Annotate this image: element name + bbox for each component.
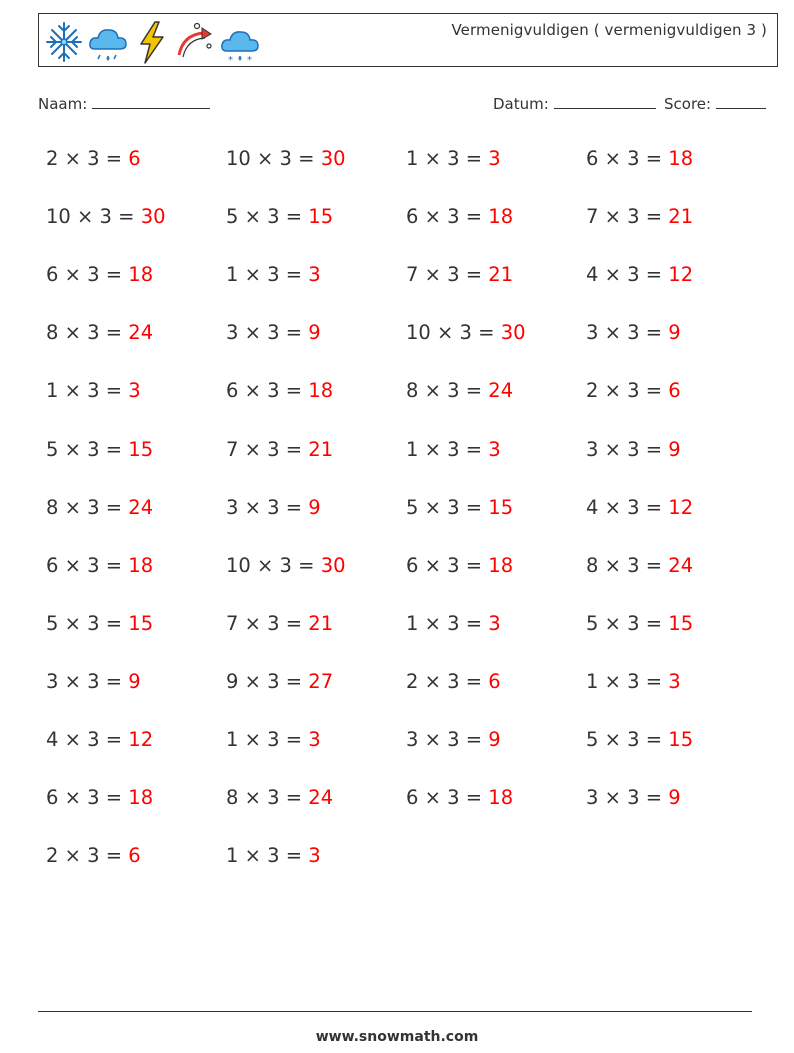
problem-question: 1 × 3 = [406, 147, 489, 170]
problem-item [586, 612, 693, 635]
problem-item [226, 844, 321, 867]
problem-answer: 3 [308, 728, 321, 751]
problem-answer: 15 [128, 611, 154, 635]
problem-item [586, 554, 693, 577]
problem-answer: 9 [668, 437, 681, 461]
problem-answer: 18 [128, 263, 154, 287]
problem-item [586, 321, 681, 344]
problem-question: 1 × 3 = [586, 669, 669, 693]
problem-question: 3 × 3 = [586, 321, 669, 345]
problem-answer: 6 [488, 669, 501, 693]
problem-item [226, 205, 333, 228]
score-blank [716, 94, 766, 109]
footer-divider [38, 1011, 752, 1012]
problem-answer: 18 [128, 786, 154, 810]
problem-answer: 24 [128, 321, 154, 345]
problem-answer: 21 [488, 263, 514, 287]
problem-answer: 6 [668, 379, 681, 403]
worksheet-title: Vermenigvuldigen ( vermenigvuldigen 3 ) [451, 21, 767, 39]
problem-answer: 9 [308, 321, 321, 345]
problem-item [46, 438, 153, 461]
problem-question: 3 × 3 = [226, 321, 309, 345]
problem-item [226, 612, 333, 635]
problem-item [406, 379, 513, 402]
problem-item [46, 205, 166, 228]
problem-item [406, 438, 501, 461]
problem-item [586, 379, 681, 402]
problem-question: 6 × 3 = [226, 379, 309, 403]
problem-item [406, 321, 526, 344]
problem-answer: 3 [308, 844, 321, 868]
lightning-icon [131, 19, 173, 65]
problem-answer: 3 [488, 147, 501, 170]
problem-item [226, 438, 333, 461]
problem-question: 3 × 3 = [586, 437, 669, 461]
name-blank [92, 94, 210, 109]
problem-item [586, 786, 681, 809]
problem-answer: 15 [128, 437, 154, 461]
problem-item [46, 670, 141, 693]
problem-item [226, 496, 321, 519]
problem-question: 3 × 3 = [586, 786, 669, 810]
problem-question: 1 × 3 = [226, 844, 309, 868]
problem-item [46, 147, 141, 170]
problem-item [586, 496, 693, 519]
problem-item [586, 263, 693, 286]
problem-item [46, 263, 153, 286]
problem-question: 4 × 3 = [586, 495, 669, 519]
svg-text:*: * [247, 55, 252, 65]
problem-question: 2 × 3 = [406, 669, 489, 693]
problem-answer: 30 [320, 147, 346, 170]
problem-answer: 24 [488, 379, 514, 403]
problem-answer: 15 [488, 495, 514, 519]
problem-answer: 3 [128, 379, 141, 403]
problem-answer: 15 [668, 728, 694, 751]
weather-icons [43, 19, 263, 65]
problem-item [46, 379, 141, 402]
date-field [493, 94, 656, 113]
problem-question: 9 × 3 = [226, 669, 309, 693]
problem-item [586, 147, 693, 170]
problem-question: 1 × 3 = [226, 263, 309, 287]
problem-question: 3 × 3 = [226, 495, 309, 519]
problem-item [46, 321, 153, 344]
date-blank [554, 94, 656, 109]
problem-item [406, 496, 513, 519]
worksheet-header [38, 13, 778, 67]
problem-answer: 18 [668, 147, 694, 170]
problem-question: 6 × 3 = [406, 786, 489, 810]
problem-question: 6 × 3 = [586, 147, 669, 170]
score-field [664, 94, 766, 113]
problem-question: 1 × 3 = [406, 437, 489, 461]
problem-question: 6 × 3 = [46, 553, 129, 577]
problem-answer: 24 [128, 495, 154, 519]
problem-question: 8 × 3 = [586, 553, 669, 577]
date-label: Datum: [493, 95, 549, 113]
problem-answer: 24 [668, 553, 694, 577]
problem-item [226, 786, 333, 809]
problem-item [46, 728, 153, 751]
problem-question: 6 × 3 = [46, 263, 129, 287]
problem-answer: 12 [668, 495, 694, 519]
problem-answer: 18 [488, 786, 514, 810]
problem-question: 2 × 3 = [46, 844, 129, 868]
problem-answer: 9 [128, 669, 141, 693]
problem-item [586, 438, 681, 461]
wind-icon [175, 19, 217, 65]
problem-question: 3 × 3 = [406, 728, 489, 751]
footer-url: www.snowmath.com [315, 1029, 479, 1045]
problem-question: 10 × 3 = [46, 205, 141, 229]
problem-question: 8 × 3 = [406, 379, 489, 403]
snow-cloud-icon [219, 19, 261, 65]
rain-cloud-icon [87, 19, 129, 65]
problem-answer: 18 [308, 379, 334, 403]
problem-question: 6 × 3 = [406, 553, 489, 577]
problem-answer: 21 [308, 437, 334, 461]
problem-answer: 21 [668, 205, 694, 229]
problem-answer: 9 [668, 321, 681, 345]
problem-question: 7 × 3 = [226, 611, 309, 635]
problem-item [406, 786, 513, 809]
problem-question: 5 × 3 = [586, 611, 669, 635]
problem-answer: 3 [308, 263, 321, 287]
problem-question: 5 × 3 = [46, 611, 129, 635]
problem-question: 1 × 3 = [226, 728, 309, 751]
problem-question: 8 × 3 = [46, 495, 129, 519]
problem-item [406, 670, 501, 693]
problem-question: 2 × 3 = [586, 379, 669, 403]
problem-question: 7 × 3 = [226, 437, 309, 461]
problem-item [226, 263, 321, 286]
problem-answer: 9 [488, 728, 501, 751]
problem-answer: 30 [500, 321, 526, 345]
problem-item [46, 554, 153, 577]
problem-question: 7 × 3 = [586, 205, 669, 229]
problem-question: 6 × 3 = [406, 205, 489, 229]
problem-answer: 3 [488, 611, 501, 635]
svg-text:*: * [228, 55, 233, 65]
problem-item [226, 554, 346, 577]
snowflake-icon [43, 19, 85, 65]
problem-item [406, 612, 501, 635]
problem-answer: 15 [668, 611, 694, 635]
problem-item [406, 147, 501, 170]
problem-answer: 18 [488, 553, 514, 577]
problem-question: 5 × 3 = [46, 437, 129, 461]
problem-question: 2 × 3 = [46, 147, 129, 170]
problem-answer: 18 [128, 553, 154, 577]
problem-answer: 3 [668, 669, 681, 693]
problem-item [226, 379, 333, 402]
problem-answer: 3 [488, 437, 501, 461]
problem-answer: 27 [308, 669, 334, 693]
problem-item [406, 554, 513, 577]
problem-question: 4 × 3 = [586, 263, 669, 287]
problem-question: 5 × 3 = [226, 205, 309, 229]
problem-answer: 9 [668, 786, 681, 810]
problem-item [586, 728, 693, 751]
problem-question: 3 × 3 = [46, 669, 129, 693]
name-label: Naam: [38, 95, 88, 113]
problem-answer: 6 [128, 147, 141, 170]
problem-answer: 12 [668, 263, 694, 287]
problem-question: 1 × 3 = [46, 379, 129, 403]
problem-item [406, 263, 513, 286]
problem-question: 10 × 3 = [406, 321, 501, 345]
problem-item [46, 496, 153, 519]
problem-question: 5 × 3 = [406, 495, 489, 519]
problem-item [406, 728, 501, 751]
problem-item [226, 321, 321, 344]
problem-answer: 12 [128, 728, 154, 751]
name-field [38, 94, 210, 113]
problem-item [226, 147, 346, 170]
problem-item [46, 612, 153, 635]
problem-question: 7 × 3 = [406, 263, 489, 287]
problem-item [46, 844, 141, 867]
problem-item [586, 205, 693, 228]
problem-question: 4 × 3 = [46, 728, 129, 751]
problem-answer: 9 [308, 495, 321, 519]
problem-answer: 6 [128, 844, 141, 868]
problem-answer: 30 [140, 205, 166, 229]
problem-question: 10 × 3 = [226, 553, 321, 577]
problem-question: 1 × 3 = [406, 611, 489, 635]
problem-item [226, 670, 333, 693]
problem-item [406, 205, 513, 228]
problem-question: 6 × 3 = [46, 786, 129, 810]
score-label: Score: [664, 95, 712, 113]
problem-question: 10 × 3 = [226, 147, 321, 170]
problem-item [226, 728, 321, 751]
problem-question: 8 × 3 = [226, 786, 309, 810]
problem-answer: 18 [488, 205, 514, 229]
problem-question: 5 × 3 = [586, 728, 669, 751]
problem-item [46, 786, 153, 809]
problem-answer: 15 [308, 205, 334, 229]
problem-question: 8 × 3 = [46, 321, 129, 345]
problem-item [586, 670, 681, 693]
problem-answer: 30 [320, 553, 346, 577]
problem-answer: 24 [308, 786, 334, 810]
problem-answer: 21 [308, 611, 334, 635]
